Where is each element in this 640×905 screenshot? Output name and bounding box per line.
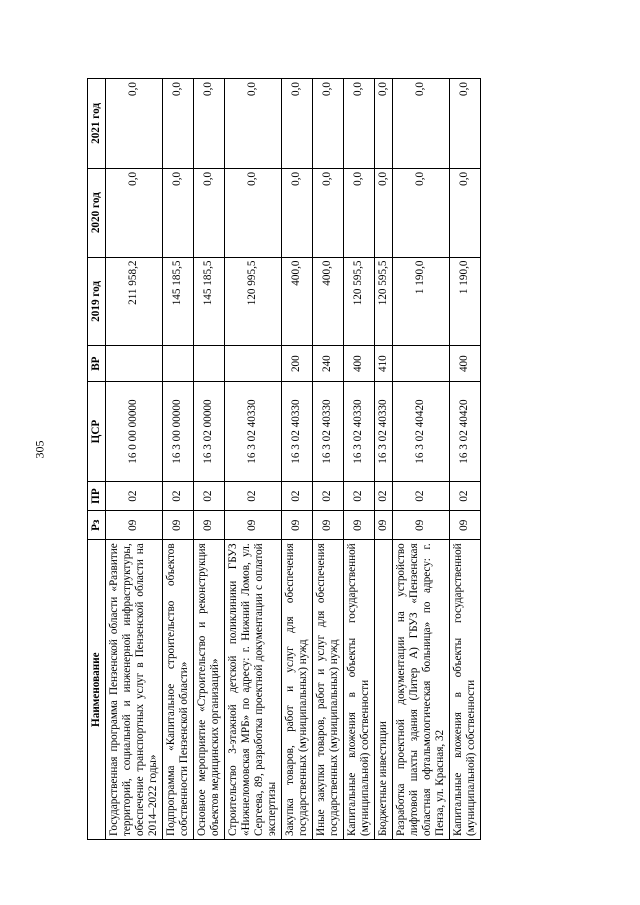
budget-table — [87, 78, 481, 840]
cell-2021: 0,0 — [392, 79, 449, 169]
header-2019: 2019 год — [88, 257, 106, 346]
cell-2019: 120 995,5 — [224, 257, 281, 346]
table-row — [162, 79, 193, 840]
cell-rz: 09 — [106, 511, 163, 540]
cell-name: Иные закупки товаров, работ и услуг для обеспечения государственных (муниципальных) нужд — [312, 540, 343, 840]
cell-name: Разработка проектной документации на устройство лифтовой шахты здания (Литер А) ГБУЗ «Пензенская областная офтальмологическая больница» по адресу: г. Пенза, ул. Красная, 32 — [392, 540, 449, 840]
cell-rz: 09 — [281, 511, 312, 540]
cell-2019: 211 958,2 — [106, 257, 163, 346]
header-2020: 2020 год — [88, 168, 106, 257]
cell-vr: 400 — [343, 346, 374, 382]
header-rz: Рз — [88, 511, 106, 540]
cell-2021: 0,0 — [449, 79, 480, 169]
cell-vr — [224, 346, 281, 382]
cell-2019: 145 185,5 — [193, 257, 224, 346]
cell-pr: 02 — [106, 481, 163, 510]
cell-2021: 0,0 — [312, 79, 343, 169]
cell-pr: 02 — [449, 481, 480, 510]
cell-rz: 09 — [449, 511, 480, 540]
cell-2019: 400,0 — [312, 257, 343, 346]
table-row — [193, 79, 224, 840]
cell-vr: 410 — [374, 346, 392, 382]
cell-csr: 16 3 02 40330 — [312, 382, 343, 482]
cell-rz: 09 — [193, 511, 224, 540]
cell-2020: 0,0 — [224, 168, 281, 257]
cell-2019: 1 190,0 — [449, 257, 480, 346]
cell-2019: 120 595,5 — [374, 257, 392, 346]
cell-csr: 16 3 02 40330 — [281, 382, 312, 482]
cell-name: Бюджетные инвестиции — [374, 540, 392, 840]
cell-pr: 02 — [224, 481, 281, 510]
cell-2021: 0,0 — [281, 79, 312, 169]
cell-rz: 09 — [392, 511, 449, 540]
cell-name: Основное мероприятие «Строительство и реконструкция объектов медицинских организаций» — [193, 540, 224, 840]
cell-rz: 09 — [312, 511, 343, 540]
cell-2020: 0,0 — [281, 168, 312, 257]
cell-name: Капитальные вложения в объекты государственной (муниципальной) собственности — [343, 540, 374, 840]
table-row — [374, 79, 392, 840]
table-row — [312, 79, 343, 840]
table-row — [106, 79, 163, 840]
cell-2019: 400,0 — [281, 257, 312, 346]
cell-2019: 145 185,5 — [162, 257, 193, 346]
cell-vr: 240 — [312, 346, 343, 382]
cell-pr: 02 — [193, 481, 224, 510]
cell-vr — [193, 346, 224, 382]
cell-2020: 0,0 — [392, 168, 449, 257]
cell-csr: 16 3 02 40420 — [449, 382, 480, 482]
cell-csr: 16 3 02 40330 — [374, 382, 392, 482]
budget-table-frame — [87, 78, 480, 840]
table-row — [224, 79, 281, 840]
table-row — [343, 79, 374, 840]
cell-2020: 0,0 — [312, 168, 343, 257]
header-pr: ПР — [88, 481, 106, 510]
cell-2020: 0,0 — [106, 168, 163, 257]
cell-name: Подпрограмма «Капитальное строительство объектов собственности Пензенской области» — [162, 540, 193, 840]
table-row — [392, 79, 449, 840]
cell-2019: 1 190,0 — [392, 257, 449, 346]
header-vr: ВР — [88, 346, 106, 382]
cell-pr: 02 — [312, 481, 343, 510]
header-name: Наименование — [88, 540, 106, 840]
table-row — [449, 79, 480, 840]
page-number: 305 — [32, 440, 47, 459]
cell-2020: 0,0 — [374, 168, 392, 257]
cell-rz: 09 — [224, 511, 281, 540]
cell-2020: 0,0 — [193, 168, 224, 257]
cell-pr: 02 — [392, 481, 449, 510]
table-row — [281, 79, 312, 840]
cell-name: Государственная программа Пензенской области «Развитие территорий, социальной и инженерной инфраструктуры, обеспечение транспортных услуг в Пензенской области на 2014–2022 годы» — [106, 540, 163, 840]
cell-name: Строительство 3-этажной детской поликлиники ГБУЗ «Нижнеломовская МРБ» по адресу: г. Нижний Ломов, ул. Сергеева, 89, разработка проектной документации с оплатой экспертизы — [224, 540, 281, 840]
cell-2020: 0,0 — [162, 168, 193, 257]
cell-2020: 0,0 — [343, 168, 374, 257]
cell-2019: 120 595,5 — [343, 257, 374, 346]
cell-2021: 0,0 — [224, 79, 281, 169]
cell-vr — [106, 346, 163, 382]
cell-csr: 16 3 02 40330 — [343, 382, 374, 482]
cell-vr — [162, 346, 193, 382]
cell-vr — [392, 346, 449, 382]
header-row — [88, 79, 106, 840]
cell-csr: 16 0 00 00000 — [106, 382, 163, 482]
header-csr: ЦСР — [88, 382, 106, 482]
cell-rz: 09 — [343, 511, 374, 540]
cell-csr: 16 3 02 40420 — [392, 382, 449, 482]
table-body — [106, 79, 481, 840]
cell-pr: 02 — [374, 481, 392, 510]
cell-pr: 02 — [343, 481, 374, 510]
cell-pr: 02 — [281, 481, 312, 510]
cell-2021: 0,0 — [106, 79, 163, 169]
cell-2021: 0,0 — [193, 79, 224, 169]
cell-2021: 0,0 — [162, 79, 193, 169]
cell-vr: 200 — [281, 346, 312, 382]
cell-2021: 0,0 — [374, 79, 392, 169]
cell-pr: 02 — [162, 481, 193, 510]
cell-rz: 09 — [374, 511, 392, 540]
cell-vr: 400 — [449, 346, 480, 382]
cell-csr: 16 3 00 00000 — [162, 382, 193, 482]
cell-csr: 16 3 02 40330 — [224, 382, 281, 482]
header-2021: 2021 год — [88, 79, 106, 169]
cell-name: Закупка товаров, работ и услуг для обеспечения государственных (муниципальных) нужд — [281, 540, 312, 840]
budget-table-rotated — [87, 78, 480, 840]
cell-name: Капитальные вложения в объекты государственной (муниципальной) собственности — [449, 540, 480, 840]
cell-2020: 0,0 — [449, 168, 480, 257]
cell-2021: 0,0 — [343, 79, 374, 169]
cell-csr: 16 3 02 00000 — [193, 382, 224, 482]
cell-rz: 09 — [162, 511, 193, 540]
